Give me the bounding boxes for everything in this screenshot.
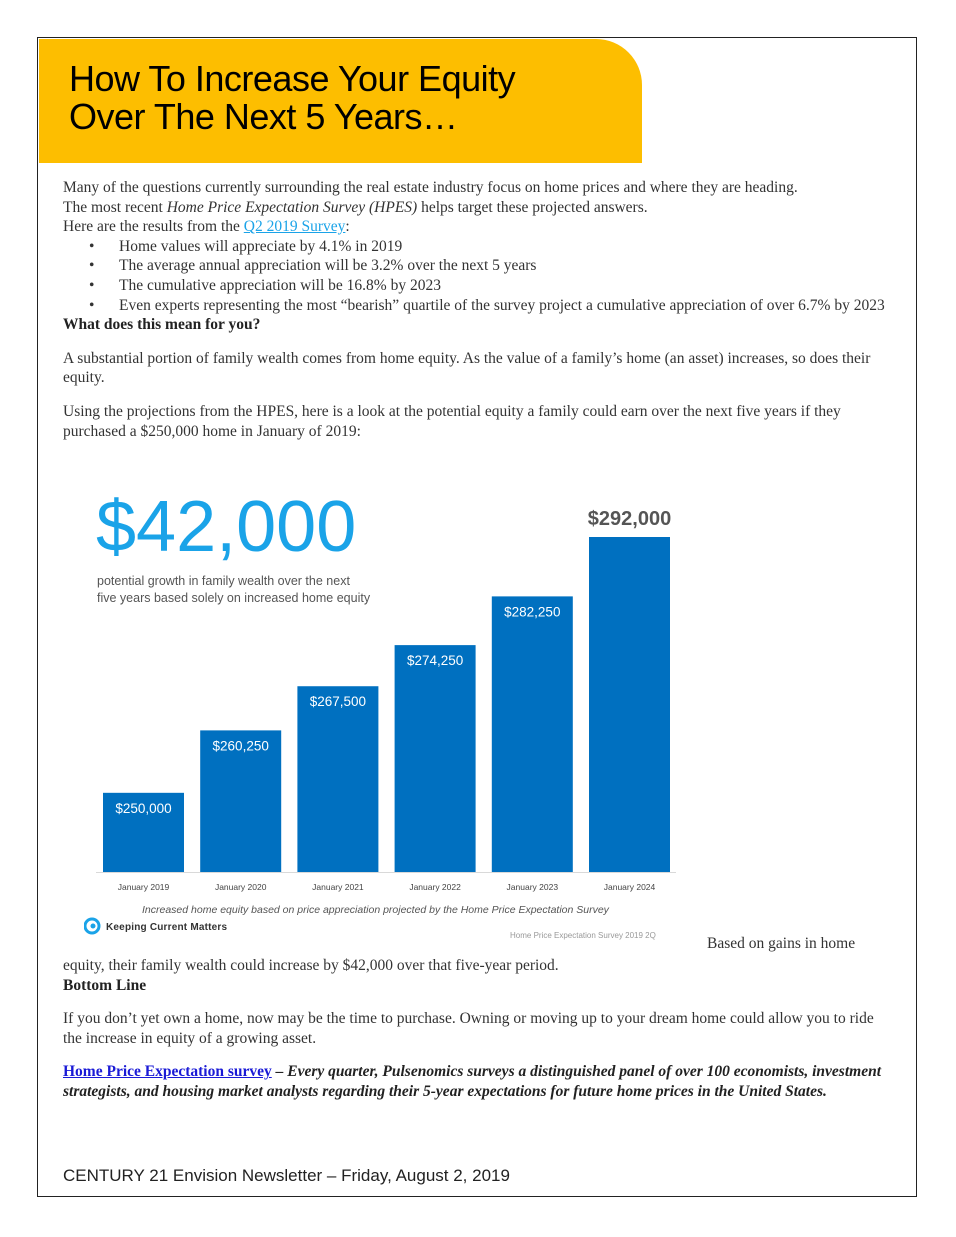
newsletter-footer: CENTURY 21 Envision Newsletter – Friday, August 2, 2019: [63, 1166, 510, 1185]
equity-chart: [84, 485, 704, 950]
chart-subhead-line-2: five years based solely on increased home equity: [97, 591, 371, 605]
results-list: [63, 237, 893, 315]
intro-p2-suffix: helps target these projected answers.: [417, 198, 648, 216]
hpes-survey-link[interactable]: Home Price Expectation survey: [63, 1063, 272, 1081]
chart-source: Home Price Expectation Survey 2019 2Q: [510, 931, 656, 940]
chart-bar: [395, 645, 476, 872]
chart-category-label: January 2024: [603, 882, 656, 892]
chart-category-label: January 2019: [117, 882, 170, 892]
chart-bar: [589, 537, 670, 872]
list-item: • The average annual appreciation will be 3.2% over the next 5 years: [63, 256, 893, 276]
heading-what-does-this-mean: What does this mean for you?: [63, 316, 261, 334]
chart-subhead-line-1: potential growth in family wealth over the next: [97, 574, 350, 588]
chart-bar: [297, 686, 378, 872]
chart-category-label: January 2022: [409, 882, 461, 892]
title-line-1: How To Increase Your Equity: [69, 58, 516, 99]
gains-text-end: equity, their family wealth could increase by $42,000 over that five-year period.: [63, 957, 559, 974]
closing-section: [63, 956, 893, 1102]
intro-p3-prefix: Here are the results from the: [63, 218, 244, 236]
survey-footnote: [63, 1062, 893, 1101]
kcm-brand-text: Keeping Current Matters: [106, 922, 228, 933]
chart-category-label: January 2020: [214, 882, 267, 892]
chart-value-label: $282,250: [504, 604, 561, 620]
intro-p3-suffix: :: [345, 218, 350, 236]
survey-name-italic: Home Price Expectation Survey (HPES): [166, 198, 418, 216]
chart-caption: Increased home equity based on price appreciation projected by the Home Price Expectation Survey: [142, 904, 609, 916]
footnote-text: – Every quarter, Pulsenomics surveys a distinguished panel of over 100 economists, investment strategists, and housing market analysts regarding their 5-year expectations for future home prices in the United States.: [63, 1063, 882, 1100]
gains-text-start: Based on gains in home: [707, 935, 856, 952]
intro-paragraph-2: [63, 198, 893, 218]
title-line-2: Over The Next 5 Years…: [69, 96, 458, 137]
chart-value-label: $292,000: [587, 508, 672, 530]
wealth-paragraph: A substantial portion of family wealth comes from home equity. As the value of a family’s home (an asset) increases, so does their equity.: [63, 349, 871, 387]
article-body: [63, 178, 893, 441]
chart-value-label: $267,500: [309, 694, 367, 710]
intro-p2-prefix: The most recent: [63, 198, 167, 216]
chart-category-label: January 2021: [312, 882, 364, 892]
chart-value-label: $260,250: [212, 738, 269, 754]
list-item: • The cumulative appreciation will be 16.8% by 2023: [63, 276, 893, 296]
chart-headline: $42,000: [96, 487, 357, 567]
chart-value-label: $250,000: [115, 800, 172, 816]
kcm-logo-icon-center: [91, 924, 96, 929]
projection-paragraph: Using the projections from the HPES, here is a look at the potential equity a family could earn over the next five years if they purchased a $250,000 home in January of 2019:: [63, 402, 841, 440]
q2-survey-link[interactable]: Q2 2019 Survey: [243, 218, 346, 236]
list-item: • Even experts representing the most “bearish” quartile of the survey project a cumulative appreciation of over 6.7% by 2023: [63, 296, 893, 316]
chart-bar: [492, 596, 573, 872]
heading-bottom-line: Bottom Line: [63, 976, 147, 994]
intro-paragraph-3: [63, 217, 893, 237]
list-item: • Home values will appreciate by 4.1% in 2019: [63, 237, 893, 257]
chart-category-label: January 2023: [506, 882, 559, 892]
chart-value-label: $274,250: [406, 653, 464, 669]
equity-chart-svg: [84, 485, 704, 950]
intro-paragraph-1: Many of the questions currently surrounding the real estate industry focus on home prices and where they are heading.: [63, 179, 798, 196]
bottom-line-paragraph: If you don’t yet own a home, now may be the time to purchase. Owning or moving up to your dream home could allow you to ride the increase in equity of a growing asset.: [63, 1010, 874, 1047]
page-title: [69, 60, 629, 136]
kcm-logo: [85, 919, 228, 933]
